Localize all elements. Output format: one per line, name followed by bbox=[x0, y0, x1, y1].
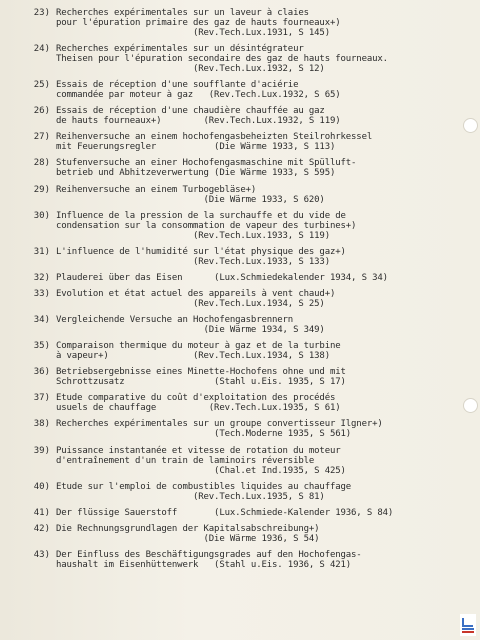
entry-line: L'influence de l'humidité sur l'état physique des gaz+) bbox=[56, 246, 346, 257]
entry-line: (Die Wärme 1936, S 54) bbox=[56, 533, 320, 544]
entry-line: Essais de réception d'une chaudière chauffée au gaz bbox=[56, 106, 325, 117]
entry-text bbox=[56, 508, 460, 518]
entry-line: (Chal.et Ind.1935, S 425) bbox=[56, 465, 346, 476]
entry-number: 36) bbox=[33, 367, 50, 378]
publication-entry bbox=[20, 289, 460, 309]
entry-line: de hauts fourneaux+) (Rev.Tech.Lux.1932, S 119) bbox=[56, 116, 341, 127]
entry-line: Der Einfluss des Beschäftigungsgrades auf den Hochofengas- bbox=[56, 549, 362, 560]
publication-entry bbox=[20, 185, 460, 205]
entry-number: 27) bbox=[33, 132, 50, 143]
entry-text bbox=[56, 185, 460, 205]
entry-line: Etude comparative du coût d'exploitation des procédés bbox=[56, 393, 336, 404]
entry-line: condensation sur la consommation de vapeur des turbines+) bbox=[56, 220, 357, 231]
publication-entry bbox=[20, 106, 460, 126]
entry-line: Recherches expérimentales sur un désintégrateur bbox=[56, 44, 304, 55]
entry-line: Reihenversuche an einem hochofengasbeheizten Steilrohrkessel bbox=[56, 132, 373, 143]
archive-stamp-icon bbox=[460, 614, 476, 636]
entry-text bbox=[56, 367, 460, 387]
entry-line: (Die Wärme 1934, S 349) bbox=[56, 325, 325, 336]
entry-line: Essais de réception d'une soufflante d'aciérie bbox=[56, 80, 299, 91]
entry-line: Theisen pour l'épuration secondaire des gaz de hauts fourneaux. bbox=[56, 54, 388, 65]
entry-line: (Tech.Moderne 1935, S 561) bbox=[56, 429, 352, 440]
publication-entry bbox=[20, 315, 460, 335]
publication-list bbox=[20, 8, 460, 576]
entry-number: 37) bbox=[33, 393, 50, 404]
entry-text bbox=[56, 211, 460, 241]
entry-number: 23) bbox=[33, 8, 50, 18]
entry-number: 41) bbox=[33, 507, 50, 518]
entry-text bbox=[56, 393, 460, 413]
publication-entry bbox=[20, 44, 460, 74]
entry-text bbox=[56, 106, 460, 126]
entry-line: d'entraînement d'un train de laminoirs réversible bbox=[56, 455, 315, 466]
publication-entry bbox=[20, 158, 460, 178]
entry-text bbox=[56, 273, 460, 283]
punch-hole bbox=[463, 118, 478, 133]
entry-text bbox=[56, 524, 460, 544]
entry-number: 31) bbox=[33, 246, 50, 257]
entry-number: 43) bbox=[33, 549, 50, 560]
entry-line: usuels de chauffage (Rev.Tech.Lux.1935, S 61) bbox=[56, 403, 341, 414]
publication-entry bbox=[20, 132, 460, 152]
entry-number: 29) bbox=[33, 184, 50, 195]
entry-text bbox=[56, 158, 460, 178]
entry-line: Recherches expérimentales sur un groupe convertisseur Ilgner+) bbox=[56, 419, 383, 430]
entry-line: betrieb und Abhitzeverwertung (Die Wärme 1933, S 595) bbox=[56, 168, 336, 179]
entry-line: Puissance instantanée et vitesse de rotation du moteur bbox=[56, 445, 341, 456]
entry-number: 28) bbox=[33, 158, 50, 169]
entry-line: Schrottzusatz (Stahl u.Eis. 1935, S 17) bbox=[56, 377, 346, 388]
entry-line: mit Feuerungsregler (Die Wärme 1933, S 113) bbox=[56, 142, 336, 153]
entry-text bbox=[56, 247, 460, 267]
entry-line: (Rev.Tech.Lux.1933, S 119) bbox=[56, 230, 330, 241]
entry-number: 26) bbox=[33, 106, 50, 117]
publication-entry bbox=[20, 8, 460, 38]
entry-text bbox=[56, 44, 460, 74]
entry-line: (Rev.Tech.Lux.1934, S 25) bbox=[56, 298, 325, 309]
entry-text bbox=[56, 80, 460, 100]
publication-entry bbox=[20, 550, 460, 570]
entry-line: Vergleichende Versuche an Hochofengasbrennern bbox=[56, 315, 294, 326]
entry-number: 32) bbox=[33, 272, 50, 283]
entry-text bbox=[56, 550, 460, 570]
entry-text bbox=[56, 446, 460, 476]
publication-entry bbox=[20, 273, 460, 283]
entry-line: (Rev.Tech.Lux.1933, S 133) bbox=[56, 256, 330, 267]
entry-number: 30) bbox=[33, 210, 50, 221]
entry-number: 38) bbox=[33, 419, 50, 430]
publication-entry bbox=[20, 524, 460, 544]
entry-line: Betriebsergebnisse eines Minette-Hochofens ohne und mit bbox=[56, 367, 346, 378]
publication-entry bbox=[20, 446, 460, 476]
entry-line: (Rev.Tech.Lux.1932, S 12) bbox=[56, 64, 325, 75]
entry-number: 35) bbox=[33, 341, 50, 352]
entry-line: Evolution et état actuel des appareils à vent chaud+) bbox=[56, 288, 336, 299]
entry-line: Comparaison thermique du moteur à gaz et de la turbine bbox=[56, 341, 341, 352]
entry-text bbox=[56, 482, 460, 502]
entry-line: commandée par moteur à gaz (Rev.Tech.Lux.1932, S 65) bbox=[56, 90, 341, 101]
entry-line: Plauderei über das Eisen (Lux.Schmiedekalender 1934, S 34) bbox=[56, 272, 388, 283]
entry-line: Influence de la pression de la surchauffe et du vide de bbox=[56, 210, 346, 221]
entry-text bbox=[56, 8, 460, 38]
publication-entry bbox=[20, 211, 460, 241]
entry-line: (Rev.Tech.Lux.1935, S 81) bbox=[56, 491, 325, 502]
publication-entry bbox=[20, 80, 460, 100]
entry-line: Etude sur l'emploi de combustibles liquides au chauffage bbox=[56, 481, 352, 492]
entry-text bbox=[56, 289, 460, 309]
entry-number: 42) bbox=[33, 523, 50, 534]
entry-text bbox=[56, 132, 460, 152]
publication-entry bbox=[20, 341, 460, 361]
entry-text bbox=[56, 315, 460, 335]
entry-line: Die Rechnungsgrundlagen der Kapitalsabschreibung+) bbox=[56, 523, 320, 534]
publication-entry bbox=[20, 419, 460, 439]
publication-entry bbox=[20, 393, 460, 413]
entry-number: 40) bbox=[33, 481, 50, 492]
entry-number: 24) bbox=[33, 44, 50, 55]
publication-entry bbox=[20, 247, 460, 267]
entry-number: 39) bbox=[33, 445, 50, 456]
publication-entry bbox=[20, 367, 460, 387]
entry-number: 34) bbox=[33, 315, 50, 326]
entry-line: (Rev.Tech.Lux.1931, S 145) bbox=[56, 28, 330, 38]
publication-entry bbox=[20, 482, 460, 502]
entry-text bbox=[56, 341, 460, 361]
entry-line: Der flüssige Sauerstoff (Lux.Schmiede-Kalender 1936, S 84) bbox=[56, 507, 394, 518]
entry-text bbox=[56, 419, 460, 439]
entry-number: 33) bbox=[33, 288, 50, 299]
entry-line: (Die Wärme 1933, S 620) bbox=[56, 194, 325, 205]
entry-line: à vapeur+) (Rev.Tech.Lux.1934, S 138) bbox=[56, 351, 330, 362]
entry-line: Stufenversuche an einer Hochofengasmaschine mit Spülluft- bbox=[56, 158, 357, 169]
punch-hole bbox=[463, 398, 478, 413]
publication-entry bbox=[20, 508, 460, 518]
entry-number: 25) bbox=[33, 80, 50, 91]
entry-line: Recherches expérimentales sur un laveur à claies bbox=[56, 8, 309, 18]
entry-line: pour l'épuration primaire des gaz de hauts fourneaux+) bbox=[56, 18, 341, 28]
entry-line: haushalt im Eisenhüttenwerk (Stahl u.Eis. 1936, S 421) bbox=[56, 559, 352, 570]
entry-line: Reihenversuche an einem Turbogebläse+) bbox=[56, 184, 257, 195]
